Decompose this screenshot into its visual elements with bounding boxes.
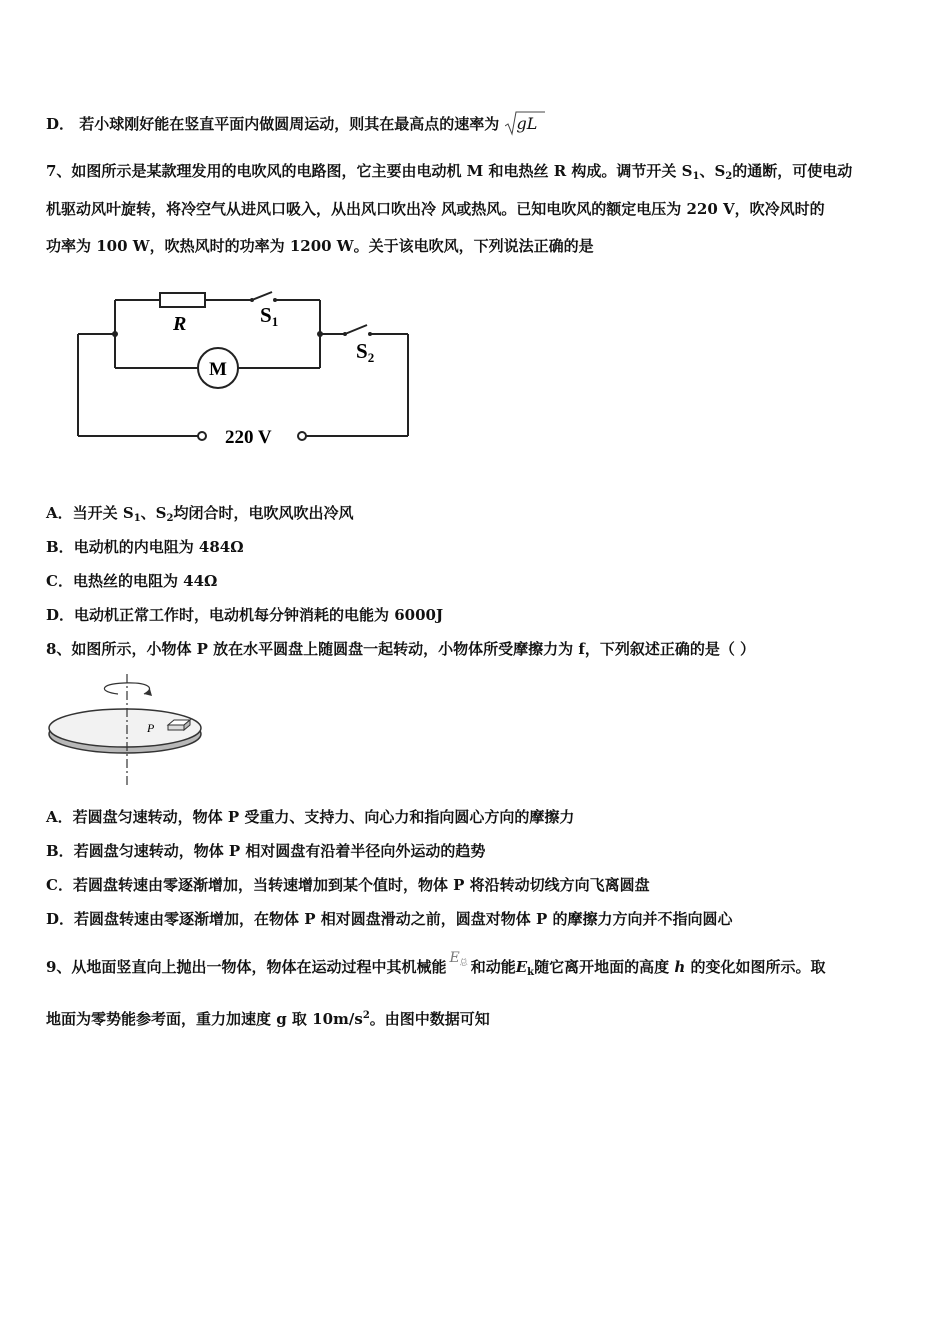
motor-label: M [209, 359, 227, 380]
q8-option-b-text: 若圆盘匀速转动，物体 P 相对圆盘有沿着半径向外运动的趋势 [73, 842, 486, 860]
q7-option-c-text: 电热丝的电阻为 44Ω [72, 572, 218, 590]
q6-option-d [46, 114, 537, 134]
rotating-disc-diagram [44, 672, 224, 792]
q9-text-e: 地面为零势能参考面，重力加速度 g 取 10m/s [46, 1010, 363, 1028]
h-letter: h [674, 958, 686, 976]
q8-option-b [46, 841, 485, 861]
q7-option-d-text: 电动机正常工作时，电动机每分钟消耗的电能为 6000J [74, 606, 444, 624]
q7-stem-text-c: 的通断，可使电动 [732, 162, 853, 180]
q9-stem-line1 [46, 950, 826, 983]
q7-stem-sub2: 2 [725, 171, 733, 182]
q6-option-d-text: 若小球刚好能在竖直平面内做圆周运动，则其在最高点的速率为 [79, 115, 500, 133]
sqrt-sign-icon [505, 110, 545, 136]
e-total-sub: 总 [459, 958, 468, 967]
q7-stem-line2: 机驱动风叶旋转，将冷空气从进风口吸入，从出风口吹出冷 风或热风。已知电吹风的额定电压为 220 V，吹冷风时的 [46, 200, 825, 218]
voltage-label: 220 V [225, 427, 272, 448]
sqrt-content: gL [516, 114, 538, 133]
q7-stem-line1 [46, 161, 852, 187]
q7-option-b-text: 电动机的内电阻为 484Ω [73, 538, 244, 556]
q7-option-a-sub2: 2 [166, 513, 174, 524]
q7-option-d-label: D． [46, 606, 75, 624]
ek-letter: E [515, 958, 528, 976]
e-total-letter: E [449, 950, 460, 966]
circuit-diagram [60, 280, 430, 460]
q8-option-c-label: C． [46, 876, 73, 894]
p-label: P [147, 721, 155, 735]
q8-stem: 8、如图所示，小物体 P 放在水平圆盘上随圆盘一起转动，小物体所受摩擦力为 f，下列叙述正确的是（ ） [46, 640, 756, 658]
q6-option-d-label: D． [46, 115, 75, 133]
q7-option-d [46, 605, 443, 625]
q7-option-b [46, 537, 244, 557]
q7-stem-text-b: 、S [699, 162, 726, 180]
s2-label: S2 [356, 339, 375, 365]
q9-sup: 2 [362, 1010, 370, 1021]
q8-option-c-text: 若圆盘转速由零逐渐增加，当转速增加到某个值时，物体 P 将沿转动切线方向飞离圆盘 [72, 876, 650, 894]
q7-stem-sub1: 1 [692, 171, 700, 182]
q7-option-a-text-b: 、S [140, 504, 167, 522]
q8-option-a [46, 807, 574, 827]
q8-option-d [46, 909, 732, 929]
q7-option-a-text-a: 当开关 S [72, 504, 134, 522]
q9-stem-line2 [46, 1006, 490, 1029]
q7-option-a [46, 503, 354, 529]
q8-option-d-label: D． [46, 910, 75, 928]
q8-option-a-label: A． [46, 808, 73, 826]
q7-stem-line3: 功率为 100 W，吹热风时的功率为 1200 W。关于该电吹风，下列说法正确的是 [46, 237, 594, 255]
q7-option-a-label: A． [46, 504, 73, 522]
q8-option-c [46, 875, 650, 895]
ek-sub: k [527, 967, 535, 978]
q7-option-a-sub1: 1 [133, 513, 141, 524]
q7-option-c [46, 571, 217, 591]
q8-option-d-text: 若圆盘转速由零逐渐增加，在物体 P 相对圆盘滑动之前，圆盘对物体 P 的摩擦力方向并不指向圆心 [74, 910, 733, 928]
q7-option-a-text-c: 均闭合时，电吹风吹出冷风 [173, 504, 354, 522]
mechanical-energy-symbol [449, 948, 467, 973]
q9-text-c: 随它离开地面的高度 [534, 958, 670, 976]
q8-option-a-text: 若圆盘匀速转动，物体 P 受重力、支持力、向心力和指向圆心方向的摩擦力 [72, 808, 575, 826]
q7-option-b-label: B． [46, 538, 74, 556]
sqrt-formula [505, 114, 538, 134]
q9-text-f: 。由图中数据可知 [369, 1010, 490, 1028]
q9-text-b: 和动能 [470, 958, 516, 976]
q8-option-b-label: B． [46, 842, 74, 860]
s1-label: S1 [260, 303, 279, 329]
q9-text-d: 的变化如图所示。取 [690, 958, 826, 976]
resistor-label: R [173, 313, 187, 335]
q7-option-c-label: C． [46, 572, 73, 590]
q7-stem-text-a: 7、如图所示是某款理发用的电吹风的电路图，它主要由电动机 M 和电热丝 R 构成。调节开关 S [46, 162, 693, 180]
q9-text-a: 9、从地面竖直向上抛出一物体，物体在运动过程中其机械能 [46, 958, 447, 976]
